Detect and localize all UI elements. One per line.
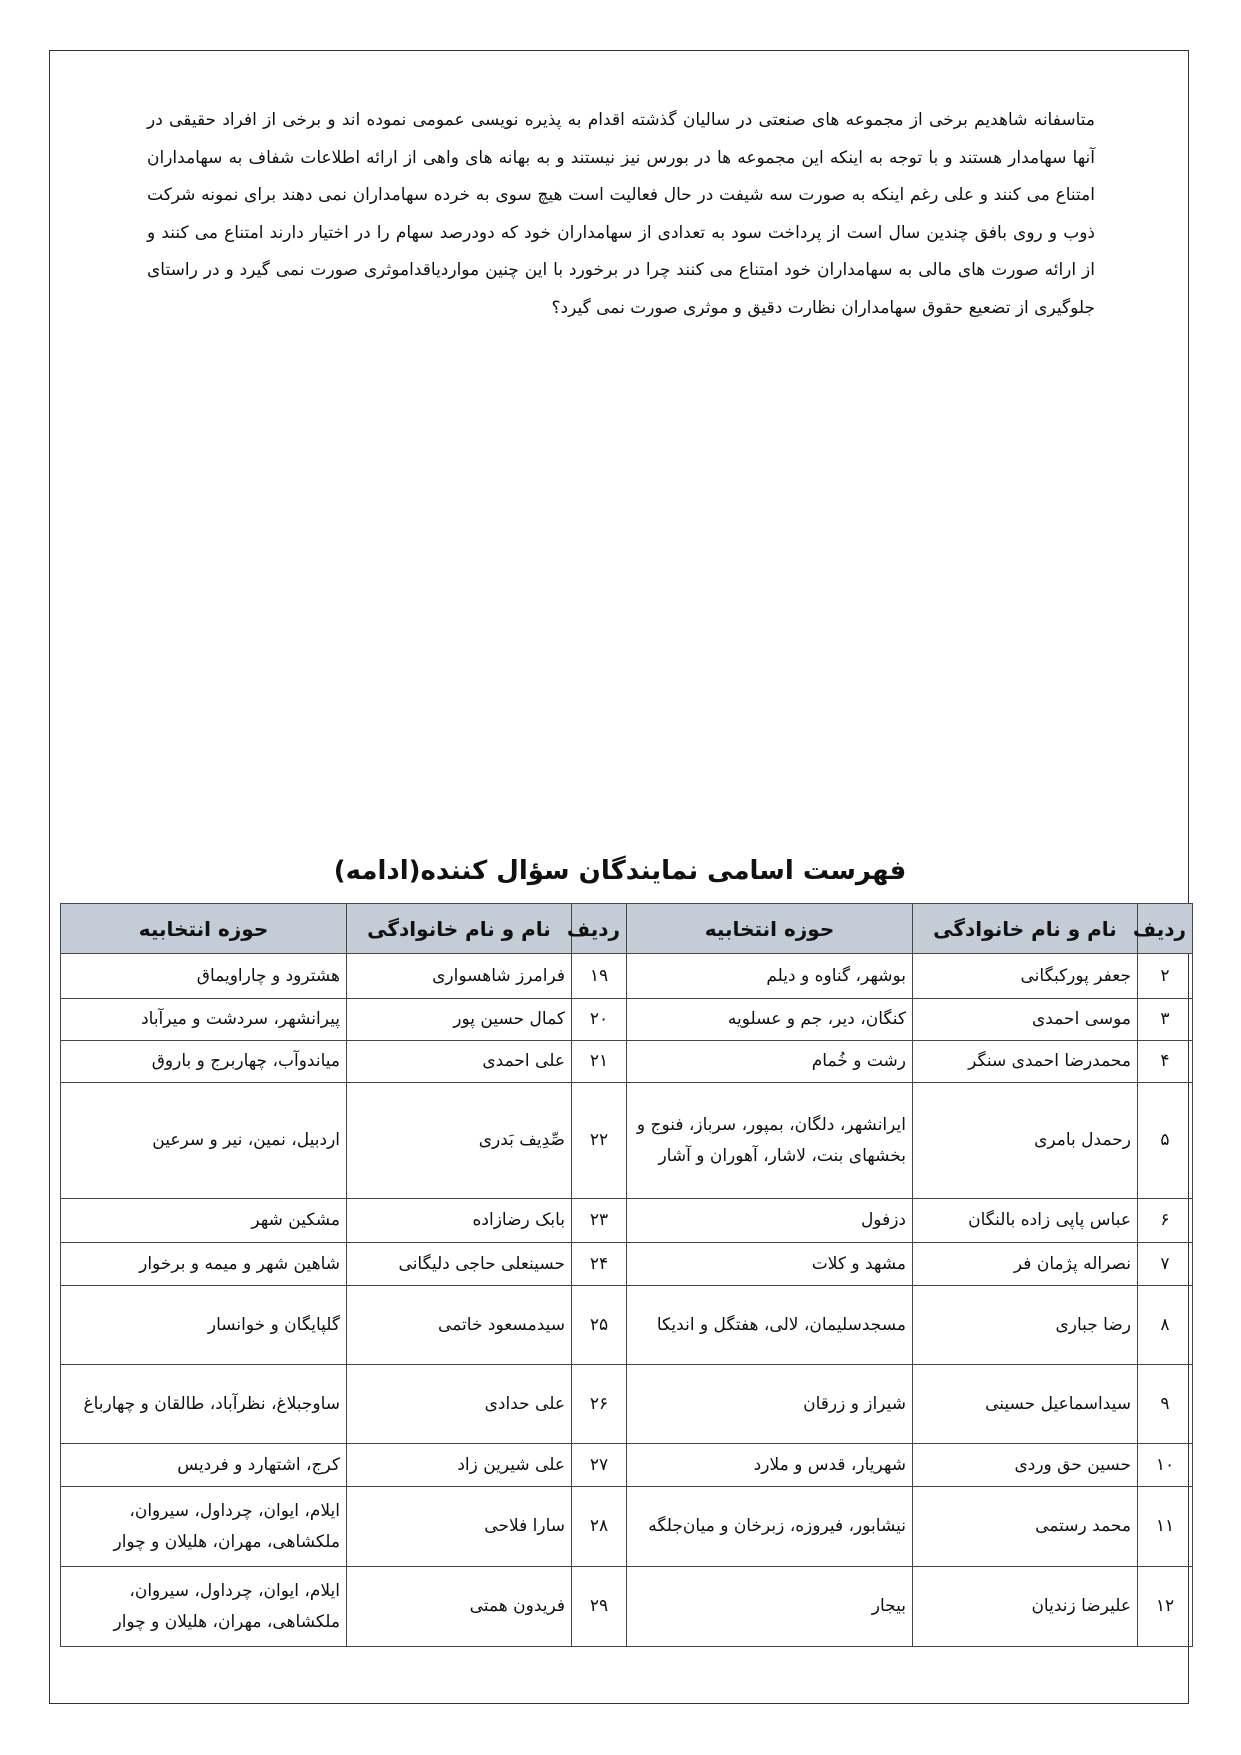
intro-paragraph: متاسفانه شاهدیم برخی از مجموعه های صنعتی در سالیان گذشته اقدام به پذیره نویسی عمومی نموده اند و برخی از افراد حقیقی در آنها سهامدار هستند و با توجه به اینکه این مجموعه ها در بورس نیز نیستند و به بهانه های واهی از ارائه اطلاعات شفاف به سهامداران امتناع می کنند و علی رغم اینکه به صورت سه شیفت در حال فعالیت است هیچ سوی به خرده سهامداران نمی دهند برای نمونه شرکت ذوب و روی بافق چندین سال است از پرداخت سود به تعدادی از سهامداران خود که دودرصد سهام را در اختیار دارند امتناع می کنند و از ارائه صورت های مالی به سهامداران خود امتناع می کنند چرا در برخورد با این چنین مواردیاقداموثری صورت نمی گیرد و در راستای جلوگیری از تضعیع حقوق سهامداران نظارت دقیق و موثری صورت نمی گیرد؟ <box>147 110 1095 318</box>
electoral-district: میاندوآب، چهاربرج و باروق <box>61 1041 347 1083</box>
representative-name: علی احمدی <box>347 1041 572 1083</box>
table-row <box>61 1487 1193 1567</box>
header-row-no: ردیف <box>572 904 627 954</box>
table-title: فهرست اسامی نمایندگان سؤال کننده(ادامه) <box>333 856 907 886</box>
row-number: ۲۱ <box>572 1041 627 1083</box>
representatives-table <box>60 903 1193 1647</box>
row-number: ۲۴ <box>572 1243 627 1286</box>
row-number: ۱۹ <box>572 954 627 999</box>
row-number: ۲۰ <box>572 999 627 1041</box>
representative-name: بابک رضازاده <box>347 1199 572 1243</box>
electoral-district: ساوجبلاغ، نظرآباد، طالقان و چهارباغ <box>61 1365 347 1444</box>
electoral-district: هشترود و چاراویماق <box>61 954 347 999</box>
electoral-district: بیجار <box>627 1567 913 1647</box>
row-number: ۲۳ <box>572 1199 627 1243</box>
table-row <box>61 1365 1193 1444</box>
representative-name: علی حدادی <box>347 1365 572 1444</box>
row-number: ۲ <box>1138 954 1193 999</box>
row-number: ۲۶ <box>572 1365 627 1444</box>
row-number: ۳ <box>1138 999 1193 1041</box>
table-row <box>61 1567 1193 1647</box>
row-number: ۷ <box>1138 1243 1193 1286</box>
table-row <box>61 1041 1193 1083</box>
row-number: ۶ <box>1138 1199 1193 1243</box>
electoral-district: نیشابور، فیروزه، زبرخان و میان‌جلگه <box>627 1487 913 1567</box>
representative-name: محمد رستمی <box>913 1487 1138 1567</box>
electoral-district: کرج، اشتهارد و فردیس <box>61 1444 347 1487</box>
row-number: ۱۰ <box>1138 1444 1193 1487</box>
electoral-district: مشهد و کلات <box>627 1243 913 1286</box>
representative-name: عباس پاپی زاده بالنگان <box>913 1199 1138 1243</box>
table-row <box>61 1243 1193 1286</box>
electoral-district: ایلام، ایوان، چرداول، سیروان، ملکشاهی، مهران، هلیلان و چوار <box>61 1567 347 1647</box>
row-number: ۲۲ <box>572 1083 627 1199</box>
header-row-no: ردیف <box>1138 904 1193 954</box>
representative-name: فریدون همتی <box>347 1567 572 1647</box>
row-number: ۱۱ <box>1138 1487 1193 1567</box>
representative-name: علیرضا زندیان <box>913 1567 1138 1647</box>
representative-name: موسی احمدی <box>913 999 1138 1041</box>
representative-name: رضا جباری <box>913 1286 1138 1365</box>
header-district: حوزه انتخابیه <box>627 904 913 954</box>
row-number: ۲۵ <box>572 1286 627 1365</box>
row-number: ۵ <box>1138 1083 1193 1199</box>
representative-name: محمدرضا احمدی سنگر <box>913 1041 1138 1083</box>
electoral-district: بوشهر، گناوه و دیلم <box>627 954 913 999</box>
electoral-district: رشت و خُمام <box>627 1041 913 1083</box>
electoral-district: شیراز و زرقان <box>627 1365 913 1444</box>
representative-name: علی شیرین زاد <box>347 1444 572 1487</box>
electoral-district: شهریار، قدس و ملارد <box>627 1444 913 1487</box>
representative-name: سیداسماعیل حسینی <box>913 1365 1138 1444</box>
electoral-district: دزفول <box>627 1199 913 1243</box>
representative-name: رحمدل بامری <box>913 1083 1138 1199</box>
electoral-district: پیرانشهر، سردشت و میرآباد <box>61 999 347 1041</box>
table-row <box>61 1083 1193 1199</box>
representative-name: فرامرز شاهسواری <box>347 954 572 999</box>
representative-name: سارا فلاحی <box>347 1487 572 1567</box>
row-number: ۸ <box>1138 1286 1193 1365</box>
table-header-row <box>61 904 1193 954</box>
row-number: ۴ <box>1138 1041 1193 1083</box>
electoral-district: مشکین شهر <box>61 1199 347 1243</box>
row-number: ۲۹ <box>572 1567 627 1647</box>
representative-name: حسینعلی حاجی دلیگانی <box>347 1243 572 1286</box>
electoral-district: ایرانشهر، دلگان، بمپور، سرباز، فنوج و بخشهای بنت، لاشار، آهوران و آشار <box>627 1083 913 1199</box>
representative-name: سیدمسعود خاتمی <box>347 1286 572 1365</box>
row-number: ۹ <box>1138 1365 1193 1444</box>
header-district: حوزه انتخابیه <box>61 904 347 954</box>
table-row <box>61 999 1193 1041</box>
representative-name: نصراله پژمان فر <box>913 1243 1138 1286</box>
electoral-district: کنگان، دیر، جم و عسلویه <box>627 999 913 1041</box>
header-name: نام و نام خانوادگی <box>913 904 1138 954</box>
header-name: نام و نام خانوادگی <box>347 904 572 954</box>
representative-name: حسین حق وردی <box>913 1444 1138 1487</box>
representative-name: جعفر پورکبگانی <box>913 954 1138 999</box>
table-row <box>61 1286 1193 1365</box>
electoral-district: گلپایگان و خوانسار <box>61 1286 347 1365</box>
row-number: ۲۷ <box>572 1444 627 1487</box>
electoral-district: ایلام، ایوان، چرداول، سیروان، ملکشاهی، مهران، هلیلان و چوار <box>61 1487 347 1567</box>
table-row <box>61 1444 1193 1487</box>
table-row <box>61 1199 1193 1243</box>
row-number: ۱۲ <box>1138 1567 1193 1647</box>
row-number: ۲۸ <box>572 1487 627 1567</box>
electoral-district: مسجدسلیمان، لالی، هفتگل و اندیکا <box>627 1286 913 1365</box>
table-row <box>61 954 1193 999</box>
electoral-district: اردبیل، نمین، نیر و سرعین <box>61 1083 347 1199</box>
representative-name: صِّدِیف بَدری <box>347 1083 572 1199</box>
electoral-district: شاهین شهر و میمه و برخوار <box>61 1243 347 1286</box>
representative-name: کمال حسین پور <box>347 999 572 1041</box>
